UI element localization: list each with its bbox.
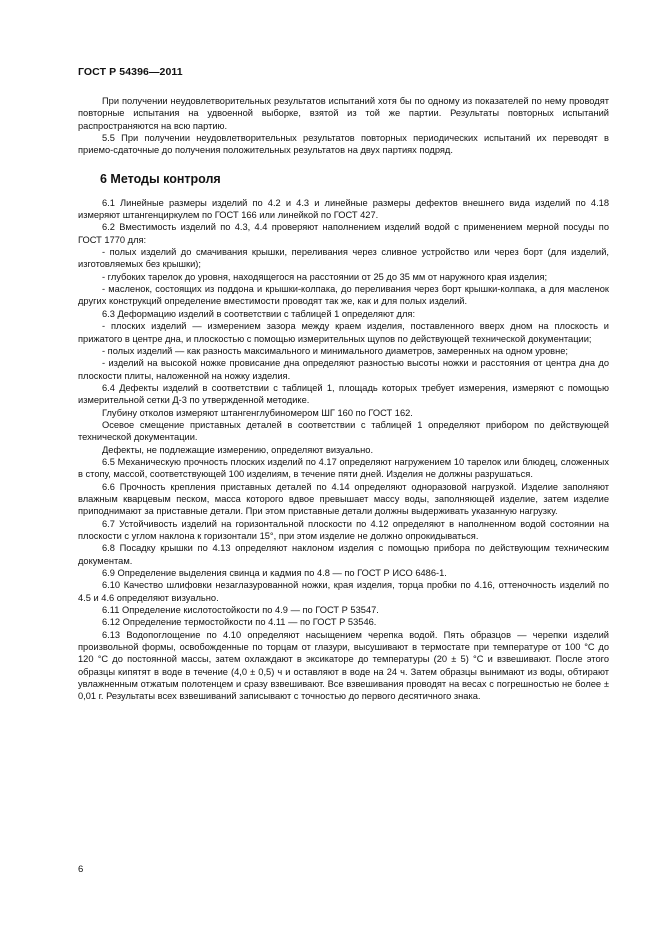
paragraph: При получении неудовлетворительных результатов испытаний хотя бы по одному из показателей по нему проводят повторные испытания на удвоенной выборке, взятой из той же партии. Результаты повторных испытаний распространяются на всю партию. [78, 96, 609, 131]
paragraph: 6.10 Качество шлифовки незаглазурованной ножки, края изделия, торца пробки по 4.16, оттеночность изделий по 4.5 и 4.6 определяют визуально. [78, 580, 609, 603]
paragraph: 6.1 Линейные размеры изделий по 4.2 и 4.3 и линейные размеры дефектов внешнего вида изделий по 4.18 измеряют штангенциркулем по ГОСТ 166 или линейкой по ГОСТ 427. [78, 197, 609, 221]
page-content [78, 95, 609, 703]
paragraph: Осевое смещение приставных деталей в соответствии с таблицей 1 определяют прибором по действующей технической документации. [78, 419, 609, 443]
paragraph: 6.7 Устойчивость изделий на горизонтальной плоскости по 4.12 определяют в наполненном водой состоянии на плоскости с углом наклона к горизонтали 15°, при этом изделие не должно опрокидываться. [78, 518, 609, 541]
paragraph: 6.12 Определение термостойкости по 4.11 — по ГОСТ Р 53546. [102, 617, 377, 628]
paragraph: Глубину отколов измеряют штангенглубиномером ШГ 160 по ГОСТ 162. [102, 407, 413, 418]
paragraph: 5.5 При получении неудовлетворительных результатов повторных периодических испытаний их переводят в приемо-сдаточные до получения положительных результатов на двух партиях подряд. [78, 133, 609, 156]
page-number: 6 [78, 864, 84, 875]
section-heading: 6 Методы контроля [100, 171, 221, 186]
paragraph: 6.6 Прочность крепления приставных деталей по 4.14 определяют одноразовой нагрузкой. Изделие заполняют влажным кварцевым песком, масса которого вдвое превышает массу воды, заполняющей изделие, затем изделие приподнимают за приставные детали. При этом приставные детали должны выдерживать указанную нагрузку. [78, 481, 609, 517]
paragraph: 6.3 Деформацию изделий в соответствии с таблицей 1 определяют для: [102, 308, 416, 319]
list-item: - глубоких тарелок до уровня, находящегося на расстоянии от 25 до 35 мм от наружного края изделия; [102, 271, 548, 282]
paragraph: 6.5 Механическую прочность плоских изделий по 4.17 определяют нагружением 10 тарелок или блюдец, сложенных в стопу, массой, соответствующей 100 изделиям, в течение пяти дней. Изделия не должны разрушаться. [78, 456, 609, 480]
paragraph: Дефекты, не подлежащие измерению, определяют визуально. [102, 444, 374, 455]
list-item: - плоских изделий — измерением зазора между краем изделия, поставленного вверх дном на плоскость и прижатого в центре дна, и плоскостью с помощью измерительных щупов по действующей технической документации; [78, 321, 609, 344]
list-item: - полых изделий — как разность максимального и минимального диаметров, замеренных на одном уровне; [102, 345, 569, 356]
paragraph: 6.13 Водопоглощение по 4.10 определяют насыщением черепка водой. Пять образцов — черепки изделий произвольной формы, освобожденные по торцам от глазури, высушивают в термостате при температуре от 100 °С до 120 °С до постоянной массы, затем охлаждают в эксикаторе до температуры (20 ± 5) °С и взвешивают. После этого образцы кипятят в воде в течение (4,0 ± 0,5) ч и оставляют в воде на 24 ч. Затем образцы вынимают из воды, обтирают увлажненным отжатым полотенцем и сразу взвешивают. Все взвешивания проводят на весах с погрешностью не более ± 0,01 г. Результаты всех взвешиваний записывают с точностью до первого десятичного знака. [78, 629, 609, 702]
paragraph: 6.8 Посадку крышки по 4.13 определяют наклоном изделия с помощью прибора по действующим техническим документам. [78, 543, 609, 566]
paragraph: 6.9 Определение выделения свинца и кадмия по 4.8 — по ГОСТ Р ИСО 6486-1. [102, 568, 447, 579]
paragraph: 6.11 Определение кислотостойкости по 4.9 — по ГОСТ Р 53547. [102, 605, 379, 616]
list-item: - изделий на высокой ножке провисание дна определяют разностью высоты ножки и расстояния от центра дна до плоскости плиты, наложенной на ножку изделия. [78, 358, 609, 381]
list-item: - масленок, состоящих из поддона и крышки-колпака, до переливания через борт крышки-колпака, а для масленок других конструкций определение вместимости проводят так же, как и для полых изделий. [78, 284, 609, 307]
paragraph: 6.4 Дефекты изделий в соответствии с таблицей 1, площадь которых требует измерения, измеряют с помощью измерительной сетки Д-3 по утвержденной методике. [78, 382, 609, 406]
paragraph: 6.2 Вместимость изделий по 4.3, 4.4 проверяют наполнением изделий водой с применением мерной посуды по ГОСТ 1770 для: [78, 222, 609, 245]
list-item: - полых изделий до смачивания крышки, переливания через сливное устройство или через борт (для изделий, изготовляемых без крышки); [78, 247, 609, 270]
document-header: ГОСТ Р 54396—2011 [78, 66, 183, 78]
